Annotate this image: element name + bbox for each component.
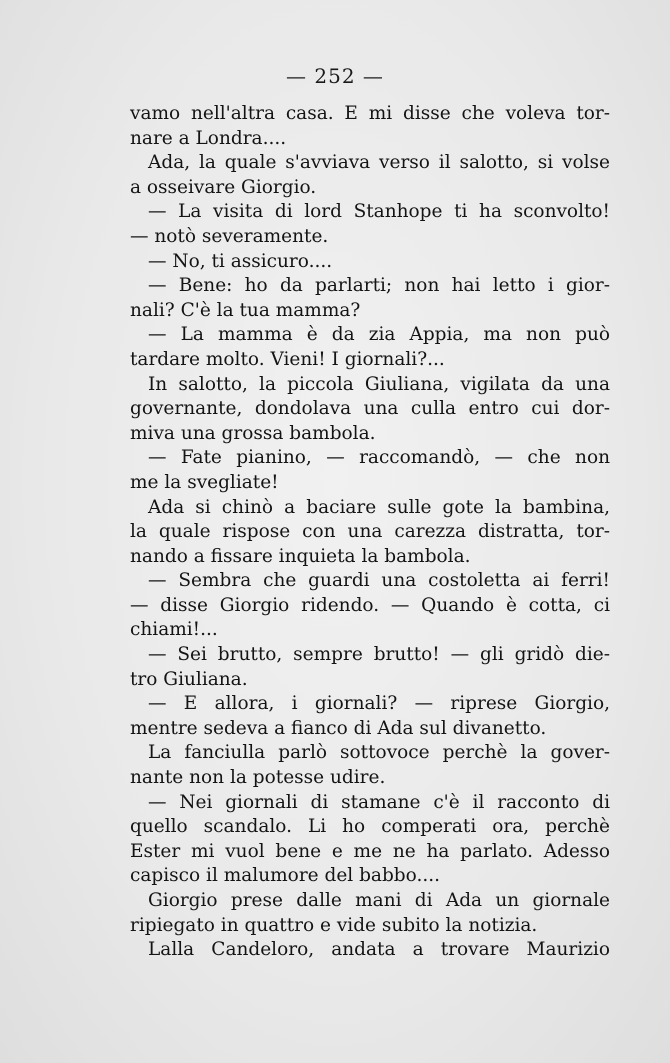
text-line: nando a fissare inquieta la bambola. [130,545,471,567]
text-line: — Sembra che guardi una costoletta ai ferri! [148,570,610,592]
text-line: Giorgio prese dalle mani di Ada un giornale [148,890,610,911]
text-line: Ester mi vuol bene e me ne ha parlato. Adesso [130,840,610,862]
text-line: — La visita di lord Stanhope ti ha sconvolto! [148,201,610,223]
text-line: chiami!... [130,619,218,641]
text-line: Ada si chinò a baciare sulle gote la bambina, [148,496,610,518]
text-line: nante non la potesse udire. [130,767,386,789]
text-line: nali? C'è la tua mamma? [130,299,361,321]
text-line: La fanciulla parlò sottovoce perchè la gover- [148,742,610,764]
text-line: — Nei giornali di stamane c'è il racconto di [148,791,610,813]
text-line: mentre sedeva a fianco di Ada sul divanetto. [130,717,547,739]
text-line: tro Giuliana. [130,668,248,690]
text-line: — Sei brutto, sempre brutto! — gli gridò die- [148,644,610,666]
body-text [130,102,610,963]
page-number: — 252 — [286,64,384,88]
text-line: a osseivare Giorgio. [130,176,317,198]
text-line: quello scandalo. Li ho comperati ora, perchè [130,816,610,838]
text-line: tardare molto. Vieni! I giornali?... [130,348,445,370]
text-line: — notò severamente. [130,225,329,247]
text-line: governante, dondolava una culla entro cui dor- [130,398,610,420]
text-line: In salotto, la piccola Giuliana, vigilata da una [148,373,610,395]
text-line: nare a Londra.... [130,127,287,149]
text-line: — La mamma è da zia Appia, ma non può [148,324,610,346]
text-line: Lalla Candeloro, andata a trovare Maurizio [148,939,610,961]
text-line: — Bene: ho da parlarti; non hai letto i gior- [148,275,610,297]
text-line: vamo nell'altra casa. E mi disse che voleva tor- [130,103,610,124]
text-line: — Fate pianino, — raccomandò, — che non [148,447,610,469]
text-line: — E allora, i giornali? — riprese Giorgio, [148,693,610,715]
text-line: — No, ti assicuro.... [148,250,333,272]
text-line: miva una grossa bambola. [130,422,376,444]
text-line: Ada, la quale s'avviava verso il salotto, si volse [148,152,610,174]
text-line: capisco il malumore del babbo.... [130,865,440,887]
text-line: la quale rispose con una carezza distratta, tor- [130,521,610,543]
text-line: — disse Giorgio ridendo. — Quando è cotta, ci [130,594,610,616]
text-line: me la svegliate! [130,471,279,493]
text-line: ripiegato in quattro e vide subito la notizia. [130,914,538,936]
